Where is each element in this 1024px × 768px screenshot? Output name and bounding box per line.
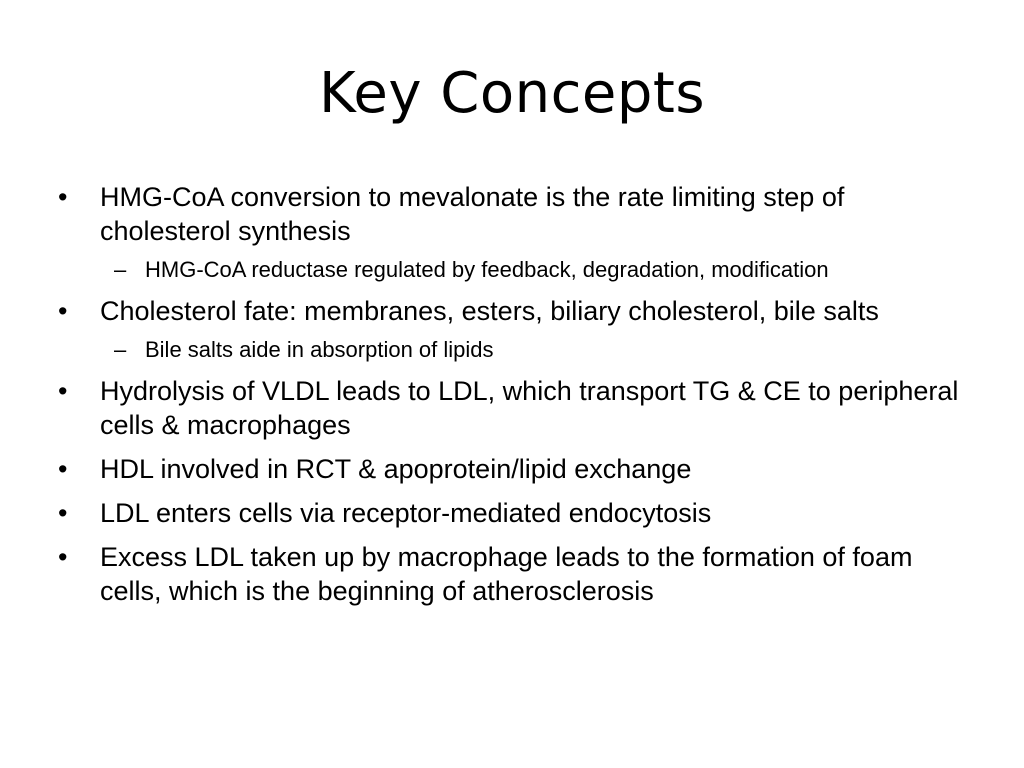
bullet-marker: • bbox=[58, 296, 68, 326]
bullet-text: HMG-CoA conversion to mevalonate is the rate limiting step of cholesterol synthesis bbox=[100, 182, 845, 246]
slide-title: Key Concepts bbox=[318, 61, 706, 126]
bullet-item-cholesterol-fate bbox=[58, 294, 978, 328]
bullet-text: Excess LDL taken up by macrophage leads to the formation of foam cells, which is the beginning of atherosclerosis bbox=[100, 542, 913, 606]
bullet-marker: • bbox=[58, 376, 68, 406]
bullet-marker: • bbox=[58, 454, 68, 484]
bullet-item-ldl-endocytosis bbox=[58, 496, 978, 530]
sub-bullet-text: HMG-CoA reductase regulated by feedback, degradation, modification bbox=[145, 257, 829, 282]
bullet-list bbox=[58, 180, 978, 618]
sub-item-reductase-regulation bbox=[58, 256, 978, 284]
bullet-item-hmg-coa bbox=[58, 180, 978, 248]
bullet-text: HDL involved in RCT & apoprotein/lipid exchange bbox=[100, 454, 692, 484]
sub-item-bile-salts bbox=[58, 336, 978, 364]
bullet-item-hdl bbox=[58, 452, 978, 486]
bullet-text: Hydrolysis of VLDL leads to LDL, which transport TG & CE to peripheral cells & macrophages bbox=[100, 376, 959, 440]
sub-bullet-marker: – bbox=[114, 257, 127, 282]
bullet-text: Cholesterol fate: membranes, esters, biliary cholesterol, bile salts bbox=[100, 296, 879, 326]
bullet-item-vldl-hydrolysis bbox=[58, 374, 978, 442]
bullet-marker: • bbox=[58, 498, 68, 528]
bullet-text: LDL enters cells via receptor-mediated endocytosis bbox=[100, 498, 712, 528]
bullet-marker: • bbox=[58, 542, 68, 572]
bullet-marker: • bbox=[58, 182, 68, 212]
bullet-item-foam-cells bbox=[58, 540, 978, 608]
sub-bullet-text: Bile salts aide in absorption of lipids bbox=[145, 337, 494, 362]
sub-bullet-marker: – bbox=[114, 337, 127, 362]
